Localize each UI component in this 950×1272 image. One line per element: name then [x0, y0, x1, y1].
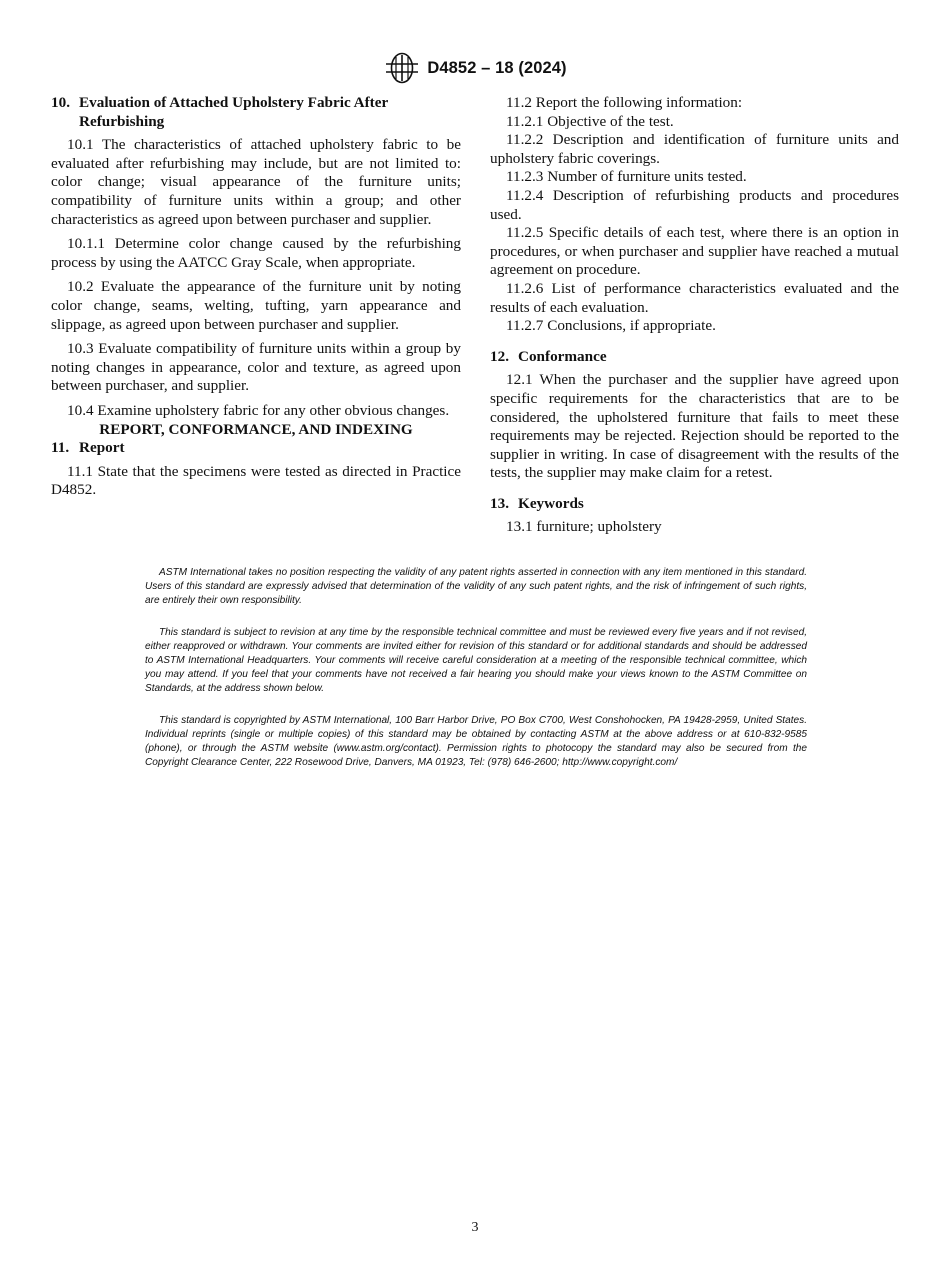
page-header — [0, 52, 950, 84]
paragraph-11-1: 11.1 State that the specimens were tested as directed in Practice D4852. — [51, 462, 461, 499]
paragraph-11-2-1: 11.2.1 Objective of the test. — [506, 112, 674, 130]
paragraph-12-1: 12.1 When the purchaser and the supplier have agreed upon specific requirements for the characteristics that are to be considered, the upholstered furniture that fails to meet these requirements may be rejected. Rejection should be reported to the supplier in writing. In case of disagreement with the results of the tests, the supplier may make claim for a retest. — [490, 371, 899, 482]
legal-notices — [145, 566, 807, 789]
paragraph-11-2-2: 11.2.2 Description and identification of furniture units and upholstery fabric coverings. — [490, 131, 899, 167]
paragraph-11-2-4: 11.2.4 Description of refurbishing products and procedures used. — [490, 186, 899, 223]
page-number: 3 — [471, 1220, 479, 1235]
paragraph-10-1-1: 10.1.1 Determine color change caused by the refurbishing process by using the AATCC Gray Scale, when appropriate. — [51, 235, 461, 271]
paragraph-10-2: 10.2 Evaluate the appearance of the furniture unit by noting color change, seams, welting, tufting, yarn appearance and slippage, as agreed upon between purchaser and supplier. — [51, 278, 461, 333]
paragraph-11-2-5: 11.2.5 Specific details of each test, where there is an option in procedures, or when purchaser and supplier have reached a mutual agreement on procedure. — [490, 224, 899, 279]
left-column — [51, 94, 461, 500]
paragraph-10-4: 10.4 Examine upholstery fabric for any other obvious changes. — [67, 401, 450, 419]
astm-logo-icon — [383, 52, 421, 84]
paragraph-11-2: 11.2 Report the following information: — [506, 94, 743, 111]
revision-notice: This standard is subject to revision at any time by the responsible technical committee and must be reviewed every five years and if not revised, either reapproved or withdrawn. Your comments are invited either for revision of this standard or for additional standards and should be addressed to ASTM International Headquarters. Your comments will receive careful consideration at a meeting of the responsible technical committee, which you may attend. If you feel that your comments have not received a fair hearing you should make your views known to the ASTM Committee on Standards, at the address shown below. — [145, 627, 807, 694]
copyright-notice: This standard is copyrighted by ASTM International, 100 Barr Harbor Drive, PO Box C700, West Conshohocken, PA 19428-2959, United States. Individual reprints (single or multiple copies) of this standard may be obtained by contacting ASTM at the above address or at 610-832-9585 (phone), or through the ASTM website (www.astm.org/contact). Permission rights to photocopy the standard may also be secured from the Copyright Clearance Center, 222 Rosewood Drive, Danvers, MA 01923, Tel: (978) 646-2600; http://www.copyright.com/ — [145, 715, 807, 768]
group-heading: REPORT, CONFORMANCE, AND INDEXING — [99, 420, 413, 438]
paragraph-11-2-3: 11.2.3 Number of furniture units tested. — [506, 168, 747, 186]
paragraph-10-1: 10.1 The characteristics of attached upholstery fabric to be evaluated after refurbishing may include, but are not limited to: color change; visual appearance of the furniture units; compatibility of furniture units within a group; and other characteristics as agreed upon between purchaser and supplier. — [51, 136, 461, 228]
paragraph-11-2-6: 11.2.6 List of performance characteristics evaluated and the results of each evaluation. — [490, 279, 899, 316]
right-column — [490, 94, 899, 537]
standard-designation: D4852 – 18 (2024) — [427, 58, 567, 77]
paragraph-11-2-7: 11.2.7 Conclusions, if appropriate. — [506, 317, 716, 335]
section-12-heading: 12. Conformance — [490, 347, 607, 365]
paragraph-10-3: 10.3 Evaluate compatibility of furniture units within a group by noting changes in appearance, color and texture, as agreed upon between purchaser, and supplier. — [51, 340, 461, 395]
section-11-heading: 11. Report — [51, 439, 125, 457]
section-10-heading: 10. Evaluation of Attached Upholstery Fabric After Refurbishing — [51, 94, 388, 130]
section-13-heading: 13. Keywords — [490, 494, 584, 512]
patent-notice: ASTM International takes no position respecting the validity of any patent rights asserted in connection with any item mentioned in this standard. Users of this standard are expressly advised that determination of the validity of any such patent rights, and the risk of infringement of such rights, are entirely their own responsibility. — [145, 567, 807, 606]
paragraph-13-1: 13.1 furniture; upholstery — [506, 518, 662, 536]
